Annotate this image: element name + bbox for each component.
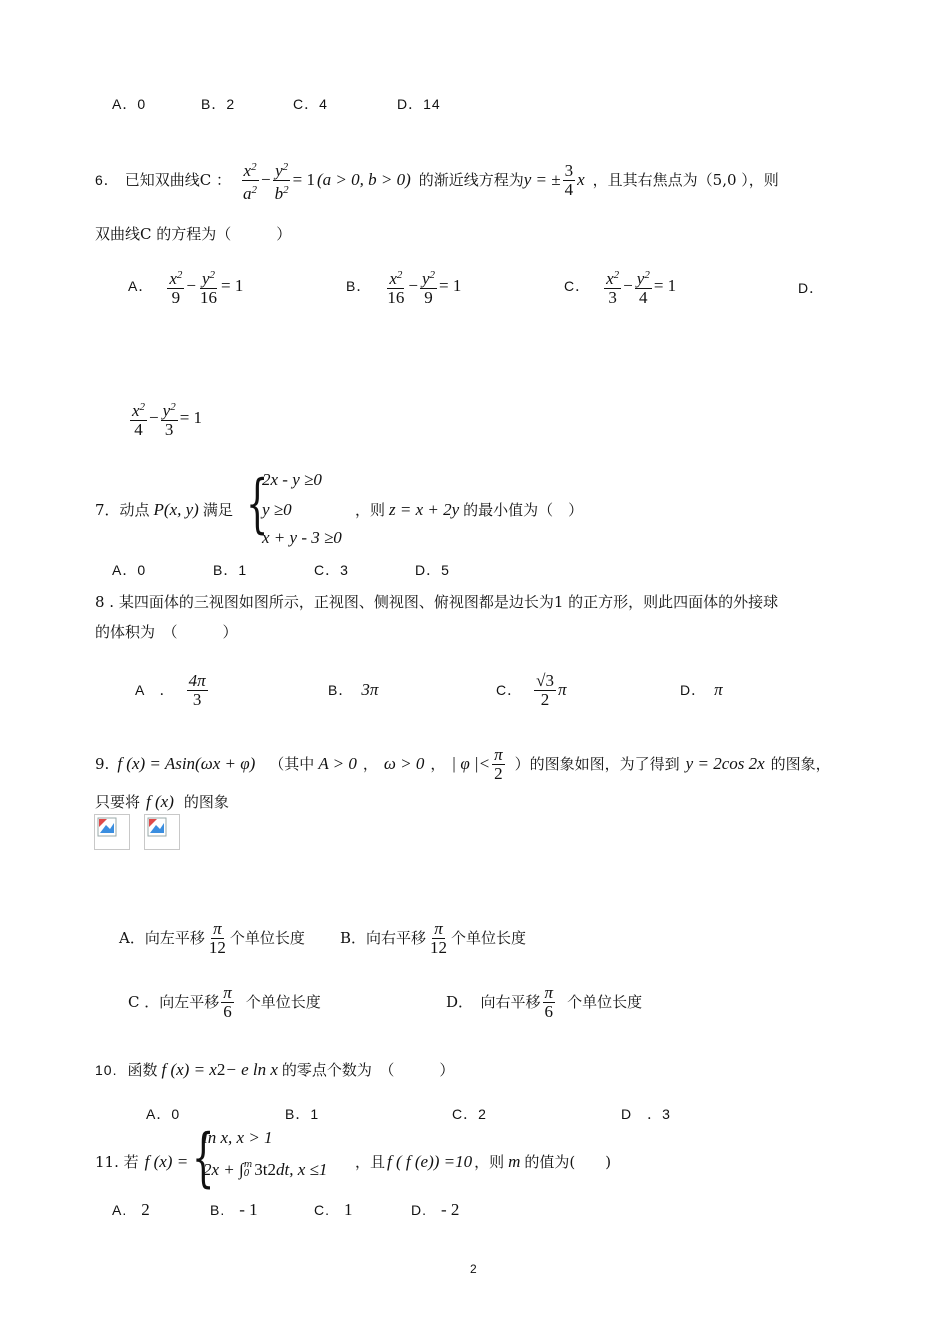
- q8-stem-line1: 8 . 某四面体的三视图如图所示，正视图、侧视图、俯视图都是边长为1 的正方形，则此四面体的外接球: [95, 593, 779, 611]
- q7-brace: {: [246, 467, 269, 541]
- q10-option-d: D ．3: [621, 1106, 671, 1122]
- q9-cond-a: A > 0: [318, 754, 357, 773]
- q8-option-d: D． π: [680, 680, 723, 699]
- q11-stem-lead: [95, 1152, 188, 1172]
- q6-term-y: $\frac{y^2}{b^2}$: [273, 158, 291, 203]
- q9-option-b: B．向右平移 $\frac{\pi}{12}$ 个单位长度: [340, 918, 527, 957]
- q7-cond-word: 满足: [202, 501, 233, 519]
- q9-func: f (x) = Asin(ωx + φ): [117, 754, 256, 773]
- q6-option-c: C． $\frac{x^2}{3}$ − $\frac{y^2}{4}$ = 1: [564, 264, 676, 308]
- q11-option-d: D. - 2: [411, 1200, 460, 1219]
- q6-asym-x: x: [577, 170, 585, 189]
- q11-option-b: B. - 1: [210, 1200, 258, 1219]
- q6-number: 6．: [95, 172, 119, 188]
- q6-term-x: $\frac{x^2}{a^2}$: [241, 158, 259, 203]
- q9-stem-line1: 9. f (x) = Asin(ωx + φ) （其中 A > 0 ， ω > 0 ， | φ |< $\frac{\pi}{2}$ ）的图象如图，为了得到 y = 2cos 2x 的图象，: [95, 744, 831, 783]
- q7-tail-line: [355, 500, 583, 520]
- q11-stem-tail: ，且 f ( f (e)) =10 ，则 m 的值为( ): [355, 1152, 612, 1171]
- q7-expr: z = x + 2y: [389, 500, 460, 519]
- q9-cond-phi: | φ |<: [451, 754, 491, 773]
- q9-option-c: C ．向左平移 $\frac{\pi}{6}$ 个单位长度: [128, 982, 321, 1021]
- q9-stem-line2: 只要将 f (x) 的图象: [95, 792, 229, 811]
- q9-qizhong: （其中: [269, 755, 315, 773]
- q6-stem-line1: 6． 已知双曲线C ： $\frac{x^2}{a^2}$ − $\frac{y^2}{b^2}$ = 1 (a > 0, b > 0) 的渐近线方程为 y = ± $\frac{3}{4}$ x ，且其右焦点为（5,0 ），则: [95, 160, 779, 200]
- q9-graph-image-1: [94, 814, 130, 850]
- q7-point: P(x, y): [153, 500, 199, 519]
- q6-option-a: A． $\frac{x^2}{9}$ − $\frac{y^2}{16}$ = 1: [128, 264, 243, 308]
- q10-number: 10.: [95, 1062, 118, 1078]
- q6-lead: 已知双曲线C ：: [124, 171, 232, 189]
- q10-stem: 10. 函数 f (x) = x 2 − e ln x 的零点个数为 （ ）: [95, 1060, 455, 1079]
- q7-option-c: C．3: [314, 562, 349, 578]
- q10-option-a: A．0: [146, 1106, 181, 1122]
- q9-tail: 的图象，: [770, 755, 831, 773]
- q8-option-c: C． $\frac{√3}{2}$ π: [496, 670, 567, 709]
- q11-case-2: 2x + ∫ m 0 3t 2 dt, x ≤1: [203, 1160, 328, 1179]
- q11-case-1: ln x, x > 1: [203, 1128, 273, 1147]
- q7-constraint-3: x + y - 3 ≥0: [262, 528, 342, 547]
- q5-option-a: A．0: [112, 96, 147, 112]
- q5-option-b: B．2: [201, 96, 236, 112]
- q9-number: 9.: [95, 755, 110, 773]
- q7-constraint-1: 2x - y ≥0: [262, 470, 322, 489]
- q6-option-d-label: D．: [798, 280, 825, 296]
- q9-option-d: D． 向右平移 $\frac{\pi}{6}$ 个单位长度: [446, 982, 643, 1021]
- q9-option-a: A．向左平移 $\frac{\pi}{12}$ 个单位长度: [119, 918, 305, 957]
- q11-brace: {: [192, 1121, 215, 1195]
- q6-condition: (a > 0, b > 0): [316, 170, 411, 189]
- q6-tail: ，且其右焦点为（5,0 ），则: [592, 171, 779, 189]
- q9-mid: ）的图象如图，为了得到: [514, 755, 680, 773]
- q6-option-b: B． $\frac{x^2}{16}$ − $\frac{y^2}{9}$ = 1: [346, 264, 461, 308]
- q9-target: y = 2cos 2x: [685, 754, 765, 773]
- q7-mid: ，则: [355, 501, 386, 519]
- q11-number: 11. 若: [95, 1153, 139, 1171]
- broken-image-icon: [97, 817, 117, 837]
- q6-asym-frac: $\frac{3}{4}$: [564, 160, 574, 199]
- q7-option-d: D．5: [415, 562, 450, 578]
- q7-number: 7．动点: [95, 501, 150, 519]
- broken-image-icon: [147, 817, 167, 837]
- q10-option-b: B．1: [285, 1106, 320, 1122]
- q5-option-c: C．4: [293, 96, 328, 112]
- q5-option-d: D．14: [397, 96, 441, 112]
- q7-stem: [95, 500, 233, 520]
- q11-condition: f ( f (e)) =10: [387, 1152, 473, 1171]
- q6-option-d: $\frac{x^2}{4}$ − $\frac{y^2}{3}$ = 1: [128, 396, 202, 440]
- q9-cond-omega: ω > 0: [383, 754, 425, 773]
- page-number: 2: [470, 1262, 477, 1276]
- q6-asym: y = ±: [523, 170, 561, 189]
- q7-tail: 的最小值为（ ）: [463, 501, 584, 519]
- q9-cond-frac: $\frac{\pi}{2}$: [494, 744, 503, 783]
- q8-option-a: A ． $\frac{4\pi}{3}$: [135, 670, 206, 709]
- q11-option-a: A. 2: [112, 1200, 150, 1219]
- q9-graph-image-2: [144, 814, 180, 850]
- q6-mid: 的渐近线方程为: [418, 171, 524, 189]
- q10-option-c: C．2: [452, 1106, 487, 1122]
- q8-option-b: B． 3π: [328, 680, 379, 699]
- q7-option-b: B．1: [213, 562, 248, 578]
- q6-eq: = 1: [292, 170, 315, 189]
- q8-stem-line2: 的体积为 （ ）: [95, 623, 238, 641]
- q11-option-c: C. 1: [314, 1200, 353, 1219]
- q7-option-a: A．0: [112, 562, 147, 578]
- q7-constraint-2: y ≥0: [262, 500, 292, 519]
- q6-stem-line2: 双曲线C 的方程为（ ）: [95, 225, 292, 243]
- q11-fx: f (x) =: [144, 1152, 189, 1171]
